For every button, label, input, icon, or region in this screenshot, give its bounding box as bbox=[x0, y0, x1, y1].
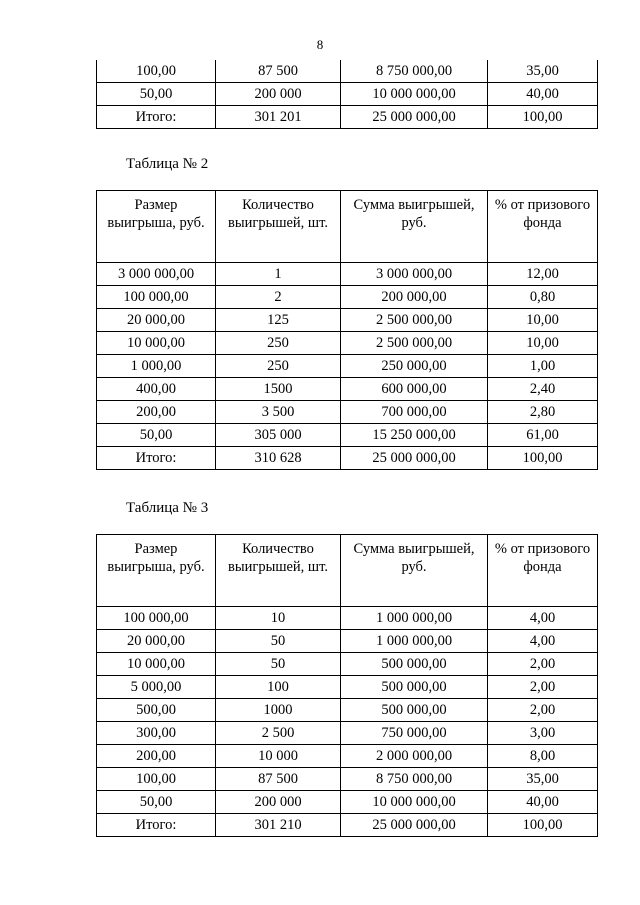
table-body bbox=[97, 60, 598, 129]
table-row bbox=[97, 378, 598, 401]
table-row bbox=[97, 309, 598, 332]
cell-prize-size: 10 000,00 bbox=[97, 332, 216, 355]
cell-prize-sum: 8 750 000,00 bbox=[341, 768, 488, 791]
cell-prize-size: 50,00 bbox=[97, 791, 216, 814]
cell-prize-size: 3 000 000,00 bbox=[97, 263, 216, 286]
table-row bbox=[97, 263, 598, 286]
cell-prize-count: 87 500 bbox=[216, 60, 341, 83]
cell-fund-percent: 40,00 bbox=[488, 83, 598, 106]
table-total-row bbox=[97, 814, 598, 837]
table-row bbox=[97, 355, 598, 378]
header-prize-size: Размер выигрыша, руб. bbox=[97, 535, 216, 607]
cell-prize-count: 301 210 bbox=[216, 814, 341, 837]
table-row bbox=[97, 745, 598, 768]
cell-prize-sum: 8 750 000,00 bbox=[341, 60, 488, 83]
cell-prize-count: 1000 bbox=[216, 699, 341, 722]
cell-prize-sum: 700 000,00 bbox=[341, 401, 488, 424]
table-row bbox=[97, 332, 598, 355]
cell-prize-sum: 3 000 000,00 bbox=[341, 263, 488, 286]
cell-fund-percent: 100,00 bbox=[488, 814, 598, 837]
cell-prize-sum: 200 000,00 bbox=[341, 286, 488, 309]
cell-prize-count: 250 bbox=[216, 332, 341, 355]
cell-prize-count: 305 000 bbox=[216, 424, 341, 447]
cell-prize-size: Итого: bbox=[97, 106, 216, 129]
header-prize-sum: Сумма выигрышей, руб. bbox=[341, 191, 488, 263]
cell-prize-count: 10 000 bbox=[216, 745, 341, 768]
cell-prize-size: 100 000,00 bbox=[97, 607, 216, 630]
header-prize-size: Размер выигрыша, руб. bbox=[97, 191, 216, 263]
cell-prize-count: 250 bbox=[216, 355, 341, 378]
table-row bbox=[97, 791, 598, 814]
table-3-caption: Таблица № 3 bbox=[126, 500, 209, 516]
cell-prize-size: 200,00 bbox=[97, 401, 216, 424]
cell-fund-percent: 2,80 bbox=[488, 401, 598, 424]
cell-prize-count: 310 628 bbox=[216, 447, 341, 470]
cell-prize-sum: 25 000 000,00 bbox=[341, 814, 488, 837]
table-row bbox=[97, 607, 598, 630]
cell-prize-sum: 10 000 000,00 bbox=[341, 83, 488, 106]
cell-prize-sum: 600 000,00 bbox=[341, 378, 488, 401]
prize-table-1-continued bbox=[96, 60, 598, 129]
cell-prize-sum: 1 000 000,00 bbox=[341, 607, 488, 630]
table-total-row bbox=[97, 447, 598, 470]
cell-prize-size: 500,00 bbox=[97, 699, 216, 722]
cell-prize-size: 100 000,00 bbox=[97, 286, 216, 309]
cell-fund-percent: 40,00 bbox=[488, 791, 598, 814]
cell-prize-size: 20 000,00 bbox=[97, 630, 216, 653]
cell-prize-count: 10 bbox=[216, 607, 341, 630]
cell-prize-size: 50,00 bbox=[97, 83, 216, 106]
cell-prize-sum: 500 000,00 bbox=[341, 653, 488, 676]
table-header-row bbox=[97, 191, 598, 263]
cell-prize-count: 3 500 bbox=[216, 401, 341, 424]
cell-fund-percent: 10,00 bbox=[488, 309, 598, 332]
table-body bbox=[97, 263, 598, 470]
cell-fund-percent: 100,00 bbox=[488, 106, 598, 129]
prize-table-3 bbox=[96, 534, 598, 837]
page-number: 8 bbox=[316, 37, 324, 52]
table-row bbox=[97, 286, 598, 309]
header-fund-percent: % от призового фонда bbox=[488, 535, 598, 607]
cell-prize-count: 100 bbox=[216, 676, 341, 699]
table-body bbox=[97, 607, 598, 837]
cell-prize-sum: 2 500 000,00 bbox=[341, 309, 488, 332]
table-row bbox=[97, 768, 598, 791]
header-prize-count: Количество выигрышей, шт. bbox=[216, 191, 341, 263]
cell-prize-count: 200 000 bbox=[216, 83, 341, 106]
cell-prize-sum: 500 000,00 bbox=[341, 676, 488, 699]
cell-fund-percent: 8,00 bbox=[488, 745, 598, 768]
table-header-row bbox=[97, 535, 598, 607]
cell-prize-size: 10 000,00 bbox=[97, 653, 216, 676]
cell-prize-size: 300,00 bbox=[97, 722, 216, 745]
cell-fund-percent: 35,00 bbox=[488, 60, 598, 83]
cell-fund-percent: 2,00 bbox=[488, 676, 598, 699]
table-row bbox=[97, 83, 598, 106]
table-row bbox=[97, 401, 598, 424]
cell-prize-size: 1 000,00 bbox=[97, 355, 216, 378]
table-row bbox=[97, 60, 598, 83]
cell-fund-percent: 4,00 bbox=[488, 607, 598, 630]
cell-fund-percent: 61,00 bbox=[488, 424, 598, 447]
cell-prize-size: 50,00 bbox=[97, 424, 216, 447]
cell-fund-percent: 100,00 bbox=[488, 447, 598, 470]
cell-fund-percent: 10,00 bbox=[488, 332, 598, 355]
cell-prize-sum: 750 000,00 bbox=[341, 722, 488, 745]
table-row bbox=[97, 699, 598, 722]
cell-prize-count: 87 500 bbox=[216, 768, 341, 791]
table-total-row bbox=[97, 106, 598, 129]
header-fund-percent: % от призового фонда bbox=[488, 191, 598, 263]
prize-table-2 bbox=[96, 190, 598, 470]
table-2-caption: Таблица № 2 bbox=[126, 156, 209, 172]
cell-fund-percent: 35,00 bbox=[488, 768, 598, 791]
cell-prize-sum: 25 000 000,00 bbox=[341, 106, 488, 129]
cell-prize-sum: 2 000 000,00 bbox=[341, 745, 488, 768]
cell-prize-count: 50 bbox=[216, 653, 341, 676]
table-row bbox=[97, 722, 598, 745]
cell-fund-percent: 12,00 bbox=[488, 263, 598, 286]
header-prize-count: Количество выигрышей, шт. bbox=[216, 535, 341, 607]
cell-fund-percent: 2,00 bbox=[488, 653, 598, 676]
cell-prize-size: Итого: bbox=[97, 447, 216, 470]
table-row bbox=[97, 676, 598, 699]
cell-prize-size: 20 000,00 bbox=[97, 309, 216, 332]
cell-prize-sum: 25 000 000,00 bbox=[341, 447, 488, 470]
cell-prize-size: Итого: bbox=[97, 814, 216, 837]
cell-prize-sum: 10 000 000,00 bbox=[341, 791, 488, 814]
cell-prize-size: 200,00 bbox=[97, 745, 216, 768]
cell-prize-count: 50 bbox=[216, 630, 341, 653]
cell-prize-size: 5 000,00 bbox=[97, 676, 216, 699]
table-row bbox=[97, 424, 598, 447]
cell-fund-percent: 1,00 bbox=[488, 355, 598, 378]
table-row bbox=[97, 630, 598, 653]
cell-prize-sum: 15 250 000,00 bbox=[341, 424, 488, 447]
cell-fund-percent: 4,00 bbox=[488, 630, 598, 653]
cell-prize-count: 301 201 bbox=[216, 106, 341, 129]
cell-prize-size: 100,00 bbox=[97, 768, 216, 791]
cell-prize-count: 125 bbox=[216, 309, 341, 332]
cell-prize-sum: 250 000,00 bbox=[341, 355, 488, 378]
cell-prize-sum: 1 000 000,00 bbox=[341, 630, 488, 653]
cell-prize-count: 2 500 bbox=[216, 722, 341, 745]
cell-prize-count: 1500 bbox=[216, 378, 341, 401]
cell-prize-size: 100,00 bbox=[97, 60, 216, 83]
cell-fund-percent: 3,00 bbox=[488, 722, 598, 745]
cell-fund-percent: 2,00 bbox=[488, 699, 598, 722]
cell-prize-count: 2 bbox=[216, 286, 341, 309]
cell-prize-sum: 2 500 000,00 bbox=[341, 332, 488, 355]
cell-prize-size: 400,00 bbox=[97, 378, 216, 401]
table-row bbox=[97, 653, 598, 676]
header-prize-sum: Сумма выигрышей, руб. bbox=[341, 535, 488, 607]
cell-prize-sum: 500 000,00 bbox=[341, 699, 488, 722]
cell-fund-percent: 2,40 bbox=[488, 378, 598, 401]
cell-fund-percent: 0,80 bbox=[488, 286, 598, 309]
cell-prize-count: 1 bbox=[216, 263, 341, 286]
cell-prize-count: 200 000 bbox=[216, 791, 341, 814]
